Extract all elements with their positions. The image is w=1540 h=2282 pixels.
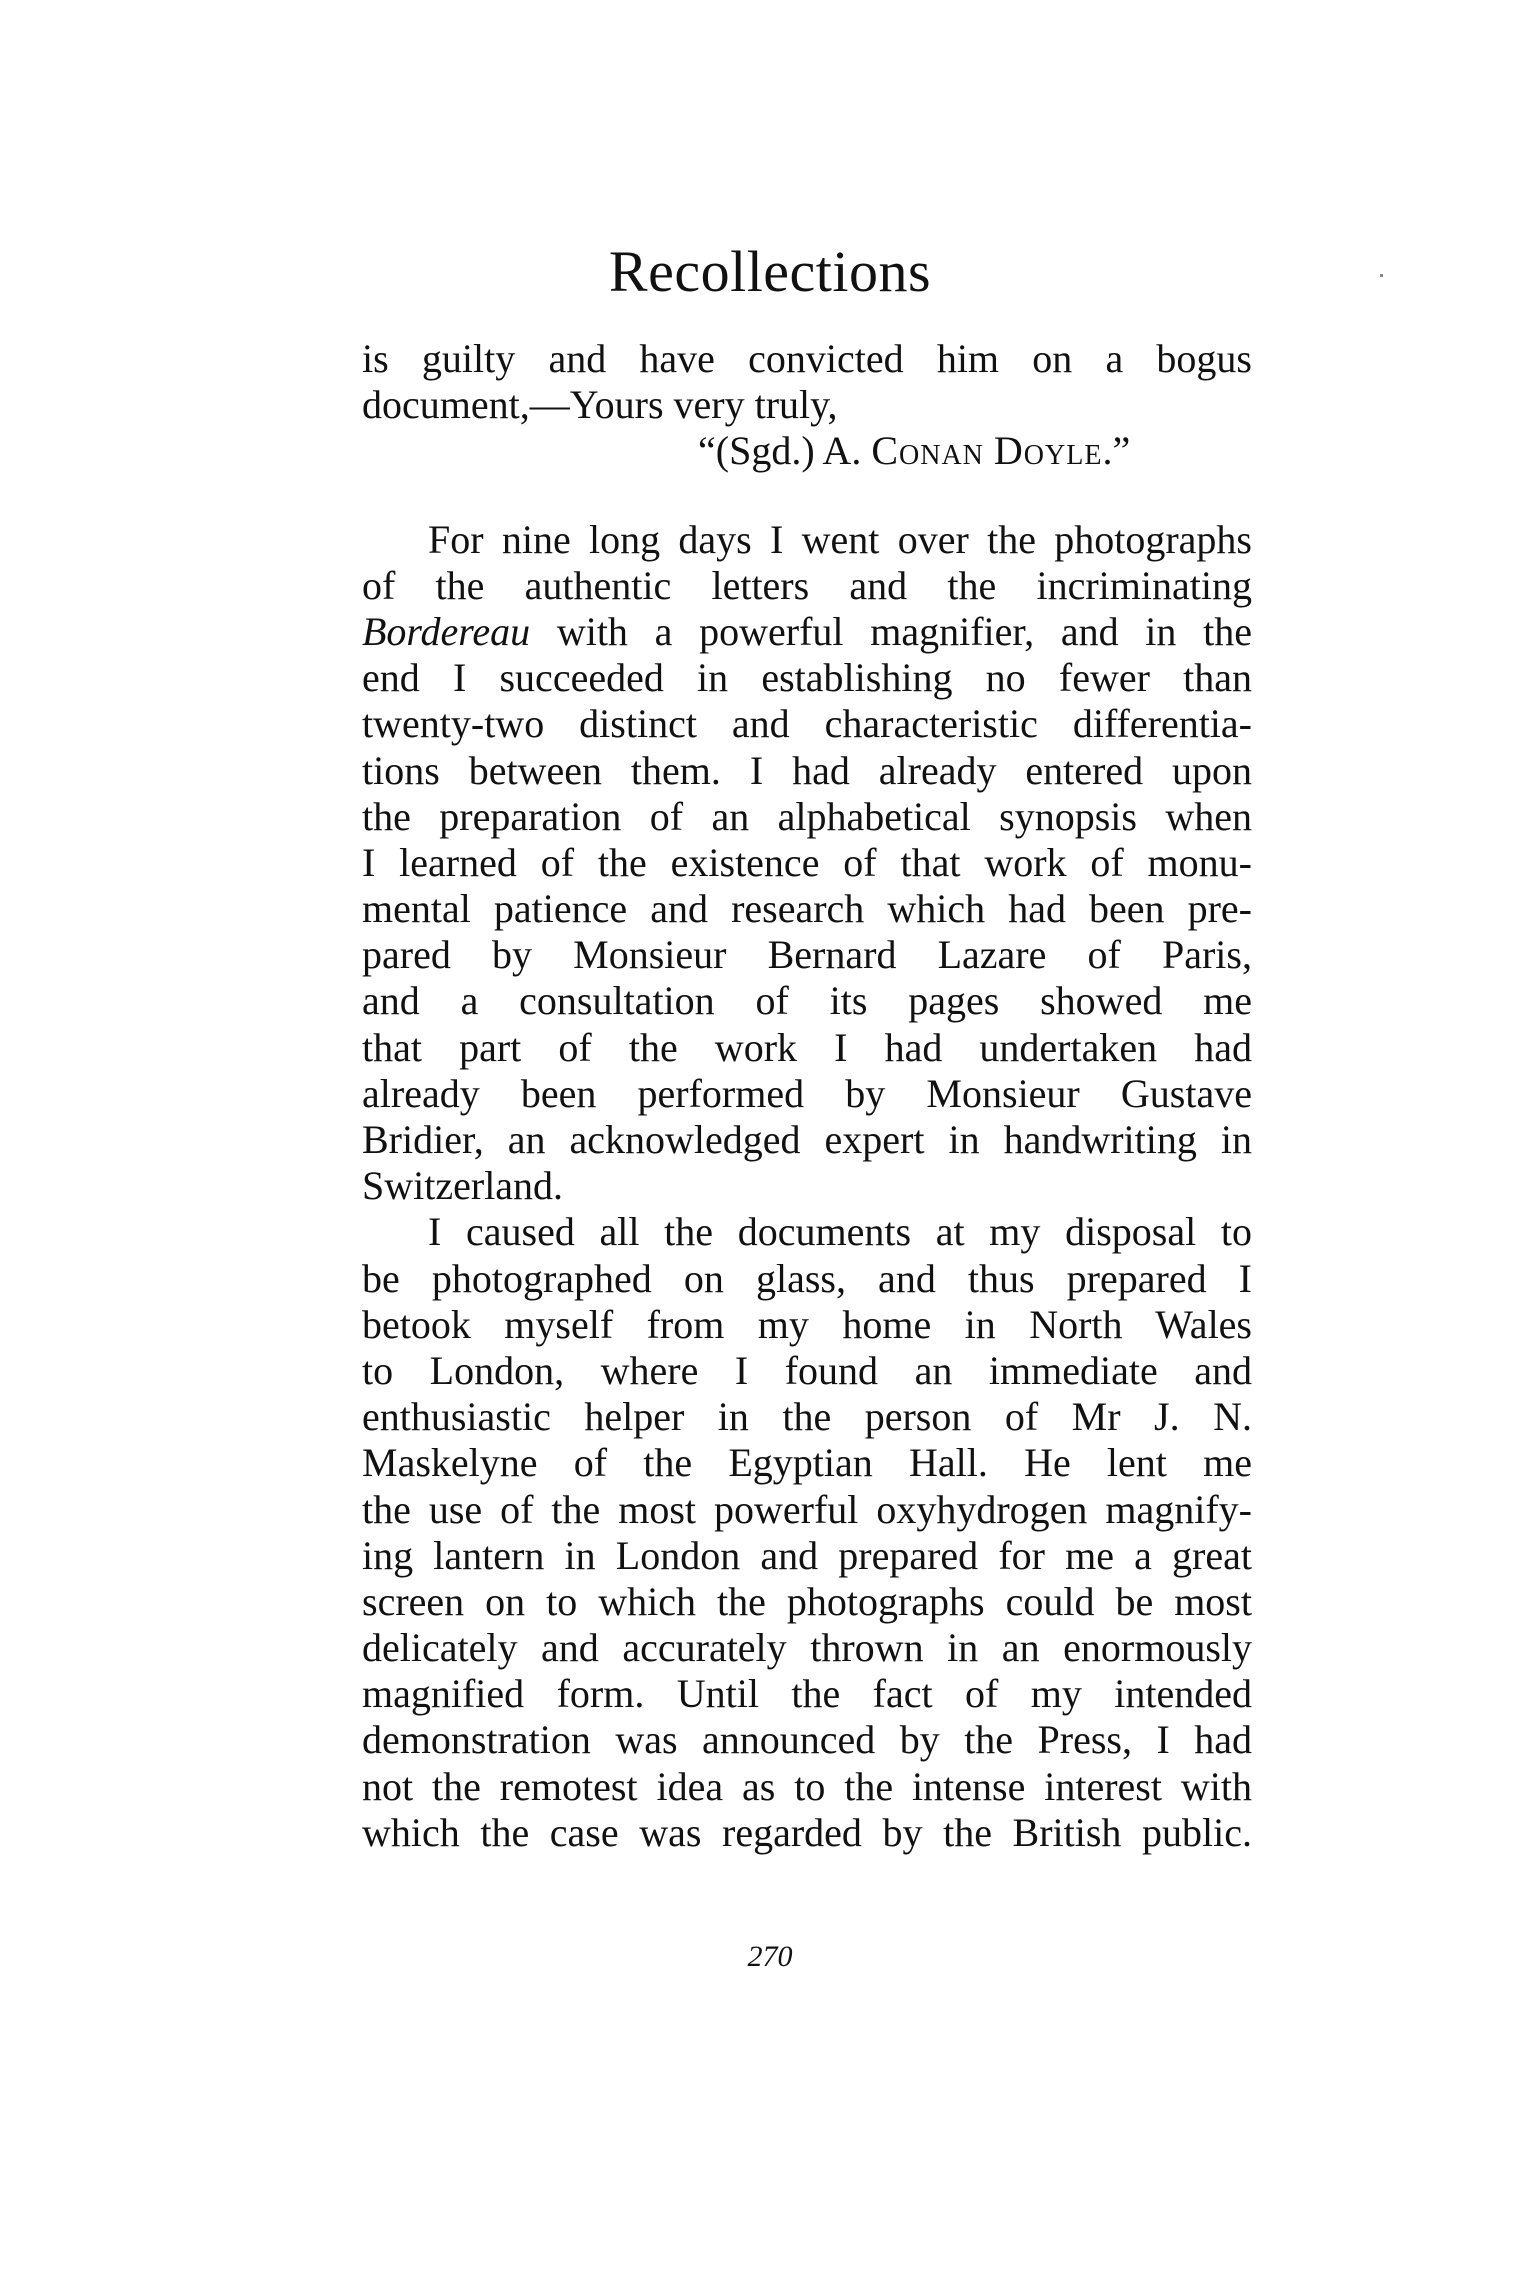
text-line: of the authentic letters and the incriminating — [362, 562, 1252, 608]
paragraph-first-line: For nine long days I went over the photographs — [428, 516, 1252, 562]
text-line: betook myself from my home in North Wales — [362, 1301, 1252, 1347]
text-line: not the remotest idea as to the intense interest with — [362, 1763, 1252, 1809]
paragraph-last-line: Switzerland. — [362, 1163, 564, 1209]
text-line: I learned of the existence of that work of monu- — [362, 839, 1252, 885]
signature-space — [984, 428, 994, 473]
signature-line — [362, 428, 1252, 474]
text-line: Bridier, an acknowledged expert in handwriting in — [362, 1117, 1252, 1163]
text-line: be photographed on glass, and thus prepared I — [362, 1255, 1252, 1301]
text-line: the use of the most powerful oxyhydrogen magnify- — [362, 1486, 1252, 1532]
text-line: delicately and accurately thrown in an enormously — [362, 1625, 1252, 1671]
text-line: the preparation of an alphabetical synopsis when — [362, 793, 1252, 839]
text-line: that part of the work I had undertaken had — [362, 1024, 1252, 1070]
text-line: magnified form. Until the fact of my intended — [362, 1671, 1252, 1717]
paragraph-first-line: I caused all the documents at my disposal to — [428, 1209, 1252, 1255]
text-line: end I succeeded in establishing no fewer than — [362, 655, 1252, 701]
text-line-rest: with a powerful magnifier, and in the — [530, 608, 1252, 654]
text-line — [362, 609, 1252, 655]
text-line: mental patience and research which had been pre- — [362, 886, 1252, 932]
paragraph-gap — [362, 475, 1252, 517]
text-line: already been performed by Monsieur Gustave — [362, 1070, 1252, 1116]
signature-name-first: Conan — [871, 428, 984, 474]
running-head: Recollections — [608, 239, 932, 304]
italic-word: Bordereau — [362, 608, 531, 654]
text-line: document,—Yours very truly, — [362, 382, 838, 428]
text-line: enthusiastic helper in the person of Mr J. N. — [362, 1394, 1252, 1440]
text-line: is guilty and have convicted him on a bogus — [362, 336, 1252, 381]
text-line: screen on to which the photographs could be most — [362, 1578, 1252, 1624]
text-line: demonstration was announced by the Press, I had — [362, 1717, 1252, 1763]
text-line: tions between them. I had already entered upon — [362, 747, 1252, 793]
text-line: Maskelyne of the Egyptian Hall. He lent me — [362, 1440, 1252, 1486]
page-number: 270 — [747, 1940, 793, 1973]
text-line: and a consultation of its pages showed me — [362, 978, 1252, 1024]
signature-name-last: Doyle — [993, 428, 1103, 474]
signature-suffix: .” — [1102, 428, 1131, 474]
text-line: which the case was regarded by the British public. — [362, 1809, 1252, 1855]
signature-prefix: “(Sgd.) A. — [698, 428, 872, 474]
text-line: pared by Monsieur Bernard Lazare of Paris, — [362, 932, 1252, 978]
text-line: twenty-two distinct and characteristic differentia- — [362, 701, 1252, 747]
text-line: ing lantern in London and prepared for me a great — [362, 1532, 1252, 1578]
body-text — [362, 336, 1252, 1856]
text-line: to London, where I found an immediate and — [362, 1347, 1252, 1393]
